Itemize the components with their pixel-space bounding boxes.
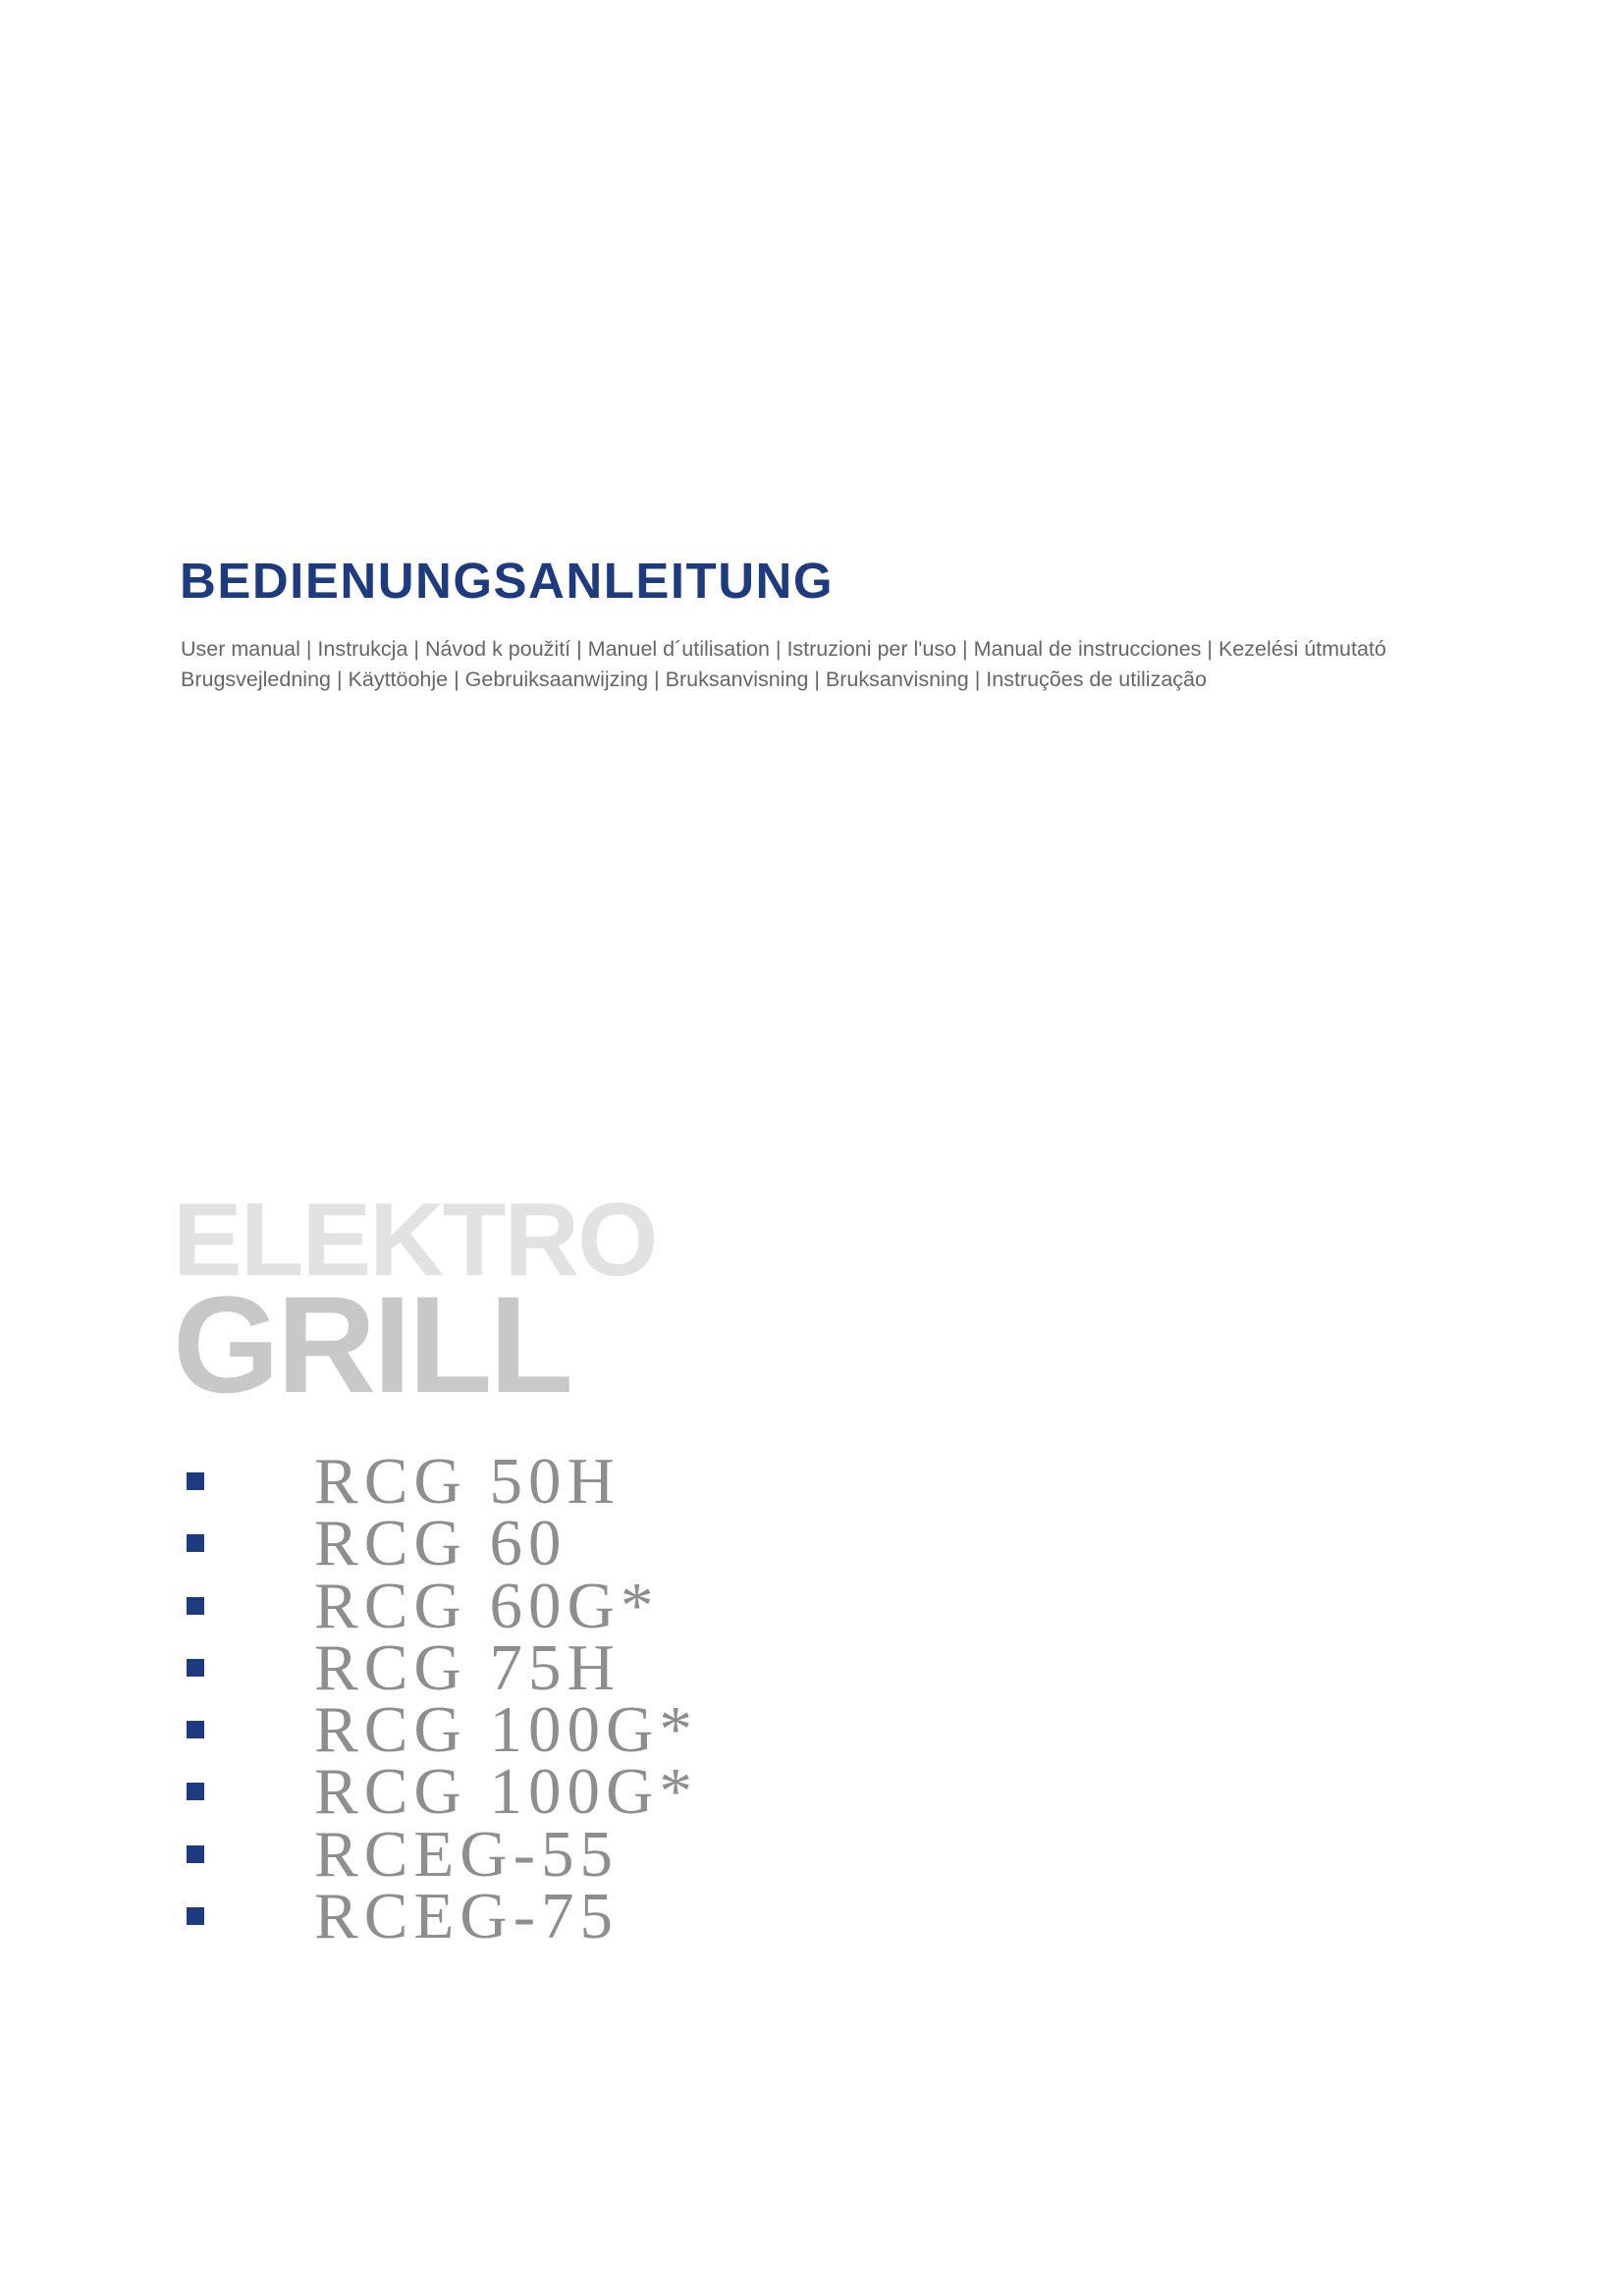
brand-wordmark-grill: GRILL	[173, 1267, 570, 1421]
language-list	[181, 634, 1555, 695]
model-name: RCG 50H	[314, 1445, 621, 1518]
model-list-item	[0, 1569, 884, 1642]
language-list-line-2: Brugsvejledning | Käyttöohje | Gebruiksaanwijzing | Bruksanvisning | Bruksanvisning | Instruções de utilização	[181, 667, 1207, 691]
square-bullet-icon	[187, 1472, 204, 1490]
document-title: BEDIENUNGSANLEITUNG	[180, 553, 835, 609]
model-name: RCG 60	[314, 1507, 568, 1580]
model-name: RCEG-55	[314, 1817, 619, 1891]
model-name: RCG 100G*	[314, 1755, 698, 1829]
model-list-item	[0, 1880, 884, 1953]
model-list	[0, 1445, 884, 1953]
model-name: RCG 60G*	[314, 1569, 660, 1642]
model-list-item	[0, 1755, 884, 1829]
model-list-item	[0, 1630, 884, 1704]
square-bullet-icon	[187, 1845, 204, 1863]
model-list-item	[0, 1445, 884, 1518]
language-list-line-1: User manual | Instrukcja | Návod k použití | Manuel d´utilisation | Istruzioni per l'uso | Manual de instrucciones | Kezelési útmutató	[181, 637, 1386, 661]
square-bullet-icon	[187, 1534, 204, 1552]
square-bullet-icon	[187, 1659, 204, 1677]
square-bullet-icon	[187, 1907, 204, 1925]
model-list-item	[0, 1507, 884, 1580]
square-bullet-icon	[187, 1721, 204, 1738]
model-name: RCG 100G*	[314, 1693, 698, 1767]
square-bullet-icon	[187, 1783, 204, 1800]
model-list-item	[0, 1693, 884, 1767]
model-name: RCG 75H	[314, 1630, 621, 1704]
brand-wordmark-elektro: ELEKTRO	[173, 1182, 657, 1298]
model-name: RCEG-75	[314, 1880, 619, 1953]
model-list-item	[0, 1817, 884, 1891]
square-bullet-icon	[187, 1597, 204, 1615]
